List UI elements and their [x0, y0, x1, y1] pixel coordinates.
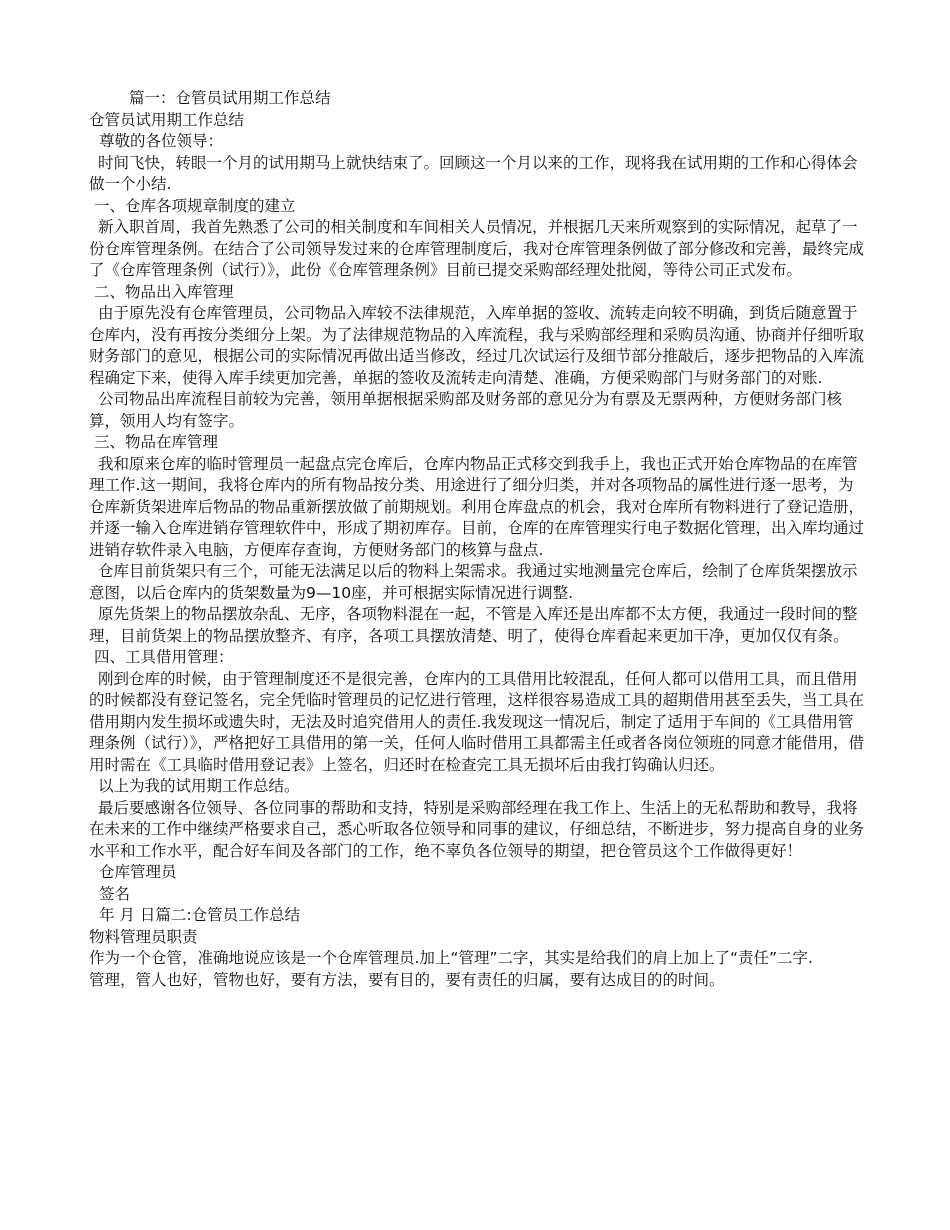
greeting: 尊敬的各位领导： — [99, 132, 224, 150]
section-3-paragraph-1: 我和原来仓库的临时管理员一起盘点完仓库后，仓库内物品正式移交到我手上，我也正式开始仓库物品的在库管理工作.这一期间，我将仓库内的所有物品按分类、用途进行了细分归类，并对各项物品的属性进行逐一思考，为仓库新货架进库后物品的物品重新摆放做了前期规划。利用仓库盘点的机会，我对仓库所有物料进行了登记造册，并逐一输入仓库进销存管理软件中，形成了期初库存。目前，仓库的在库管理实行电子数据化管理，出入库均通过进销存软件录入电脑，方便库存查询，方便财务部门的核算与盘点. — [89, 454, 865, 559]
thanks-paragraph: 最后要感谢各位领导、各位同事的帮助和支持，特别是采购部经理在我工作上、生活上的无私帮助和教导，我将在未来的工作中继续严格要求自己，悉心听取各位领导和同事的建议，仔细总结，不断进步，努力提高自身的业务水平和工作水平，配合好车间及各部门的工作，绝不辜负各位领导的期望，把仓管员这个工作做得更好！ — [89, 798, 865, 860]
section-3-paragraph-3: 原先货架上的物品摆放杂乱、无序，各项物料混在一起，不管是入库还是出库都不太方便，我通过一段时间的整理，目前货架上的物品摆放整齐、有序，各项工具摆放清楚、明了，使得仓库看起来更加干净，更加仅仅有条。 — [89, 605, 858, 645]
section-4-paragraph: 刚到仓库的时候，由于管理制度还不是很完善，仓库内的工具借用比较混乱，任何人都可以借用工具，而且借用的时候都没有登记签名，完全凭临时管理员的记忆进行管理，这样很容易造成工具的超期借用甚至丢失，当工具在借用期内发生损坏或遗失时，无法及时追究借用人的责任.我发现这一情况后，制定了适用于车间的《工具借用管理条例（试行）》，严格把好工具借用的第一关，任何人临时借用工具都需主任或者各岗位领班的同意才能借用，借用时需在《工具临时借用登记表》上签名，归还时在检查完工具无损坏后由我打钩确认归还。 — [89, 669, 865, 774]
section-4-title: 四、工具借用管理： — [94, 648, 234, 666]
intro-paragraph: 时间飞快，转眼一个月的试用期马上就快结束了。回顾这一个月以来的工作，现将我在试用期的工作和心得体会做一个小结. — [89, 153, 858, 193]
part-2-line-1: 作为一个仓管，准确地说应该是一个仓库管理员.加上“管理”二字，其实是给我们的肩上加上了“责任”二字. — [89, 949, 813, 967]
doc-title: 仓管员试用期工作总结 — [89, 110, 245, 129]
doc-heading: 篇一：仓管员试用期工作总结 — [129, 89, 331, 107]
document-body — [89, 88, 864, 991]
section-2-paragraph-2: 公司物品出库流程目前较为完善，领用单据根据采购部及财务部的意见分为有票及无票两种，方便财务部门核算，领用人均有签字。 — [89, 390, 843, 430]
part-2-title: 物料管理员职责 — [89, 927, 198, 946]
section-1-paragraph: 新入职首周，我首先熟悉了公司的相关制度和车间相关人员情况，并根据几天来所观察到的实际情况，起草了一份仓库管理条例。在结合了公司领导发过来的仓库管理制度后，我对仓库管理条例做了部分修改和完善，最终完成了《仓库管理条例（试行）》，此份《仓库管理条例》目前已提交采购部经理处批阅，等待公司正式发布。 — [89, 218, 865, 279]
signer-title: 仓库管理员 — [99, 863, 177, 881]
summary-line: 以上为我的试用期工作总结。 — [98, 777, 300, 795]
date-line: 年 月 日篇二:仓管员工作总结 — [99, 906, 301, 924]
section-2-paragraph-1: 由于原先没有仓库管理员，公司物品入库较不法律规范，入库单据的签收、流转走向较不明确，到货后随意置于仓库内，没有再按分类细分上架。为了法律规范物品的入库流程，我与采购部经理和采购员沟通、协商并仔细听取财务部门的意见，根据公司的实际情况再做出适当修改，经过几次试运行及细节部分推敲后，逐步把物品的入库流程确定下来，使得入库手续更加完善，单据的签收及流转走向清楚、准确，方便采购部门与财务部门的对账. — [89, 304, 865, 387]
part-2-line-2: 管理，管人也好，管物也好，要有方法，要有目的，要有责任的归属，要有达成目的的时间。 — [89, 970, 725, 989]
signature-label: 签名 — [99, 884, 131, 903]
section-1-title: 一、仓库各项规章制度的建立 — [94, 196, 296, 215]
section-2-title: 二、物品出入库管理 — [94, 282, 234, 301]
section-3-paragraph-2: 仓库目前货架只有三个，可能无法满足以后的物料上架需求。我通过实地测量完仓库后，绘制了仓库货架摆放示意图，以后仓库内的货架数量为9—10座，并可根据实际情况进行调整. — [89, 562, 858, 602]
section-3-title: 三、物品在库管理 — [94, 433, 219, 451]
